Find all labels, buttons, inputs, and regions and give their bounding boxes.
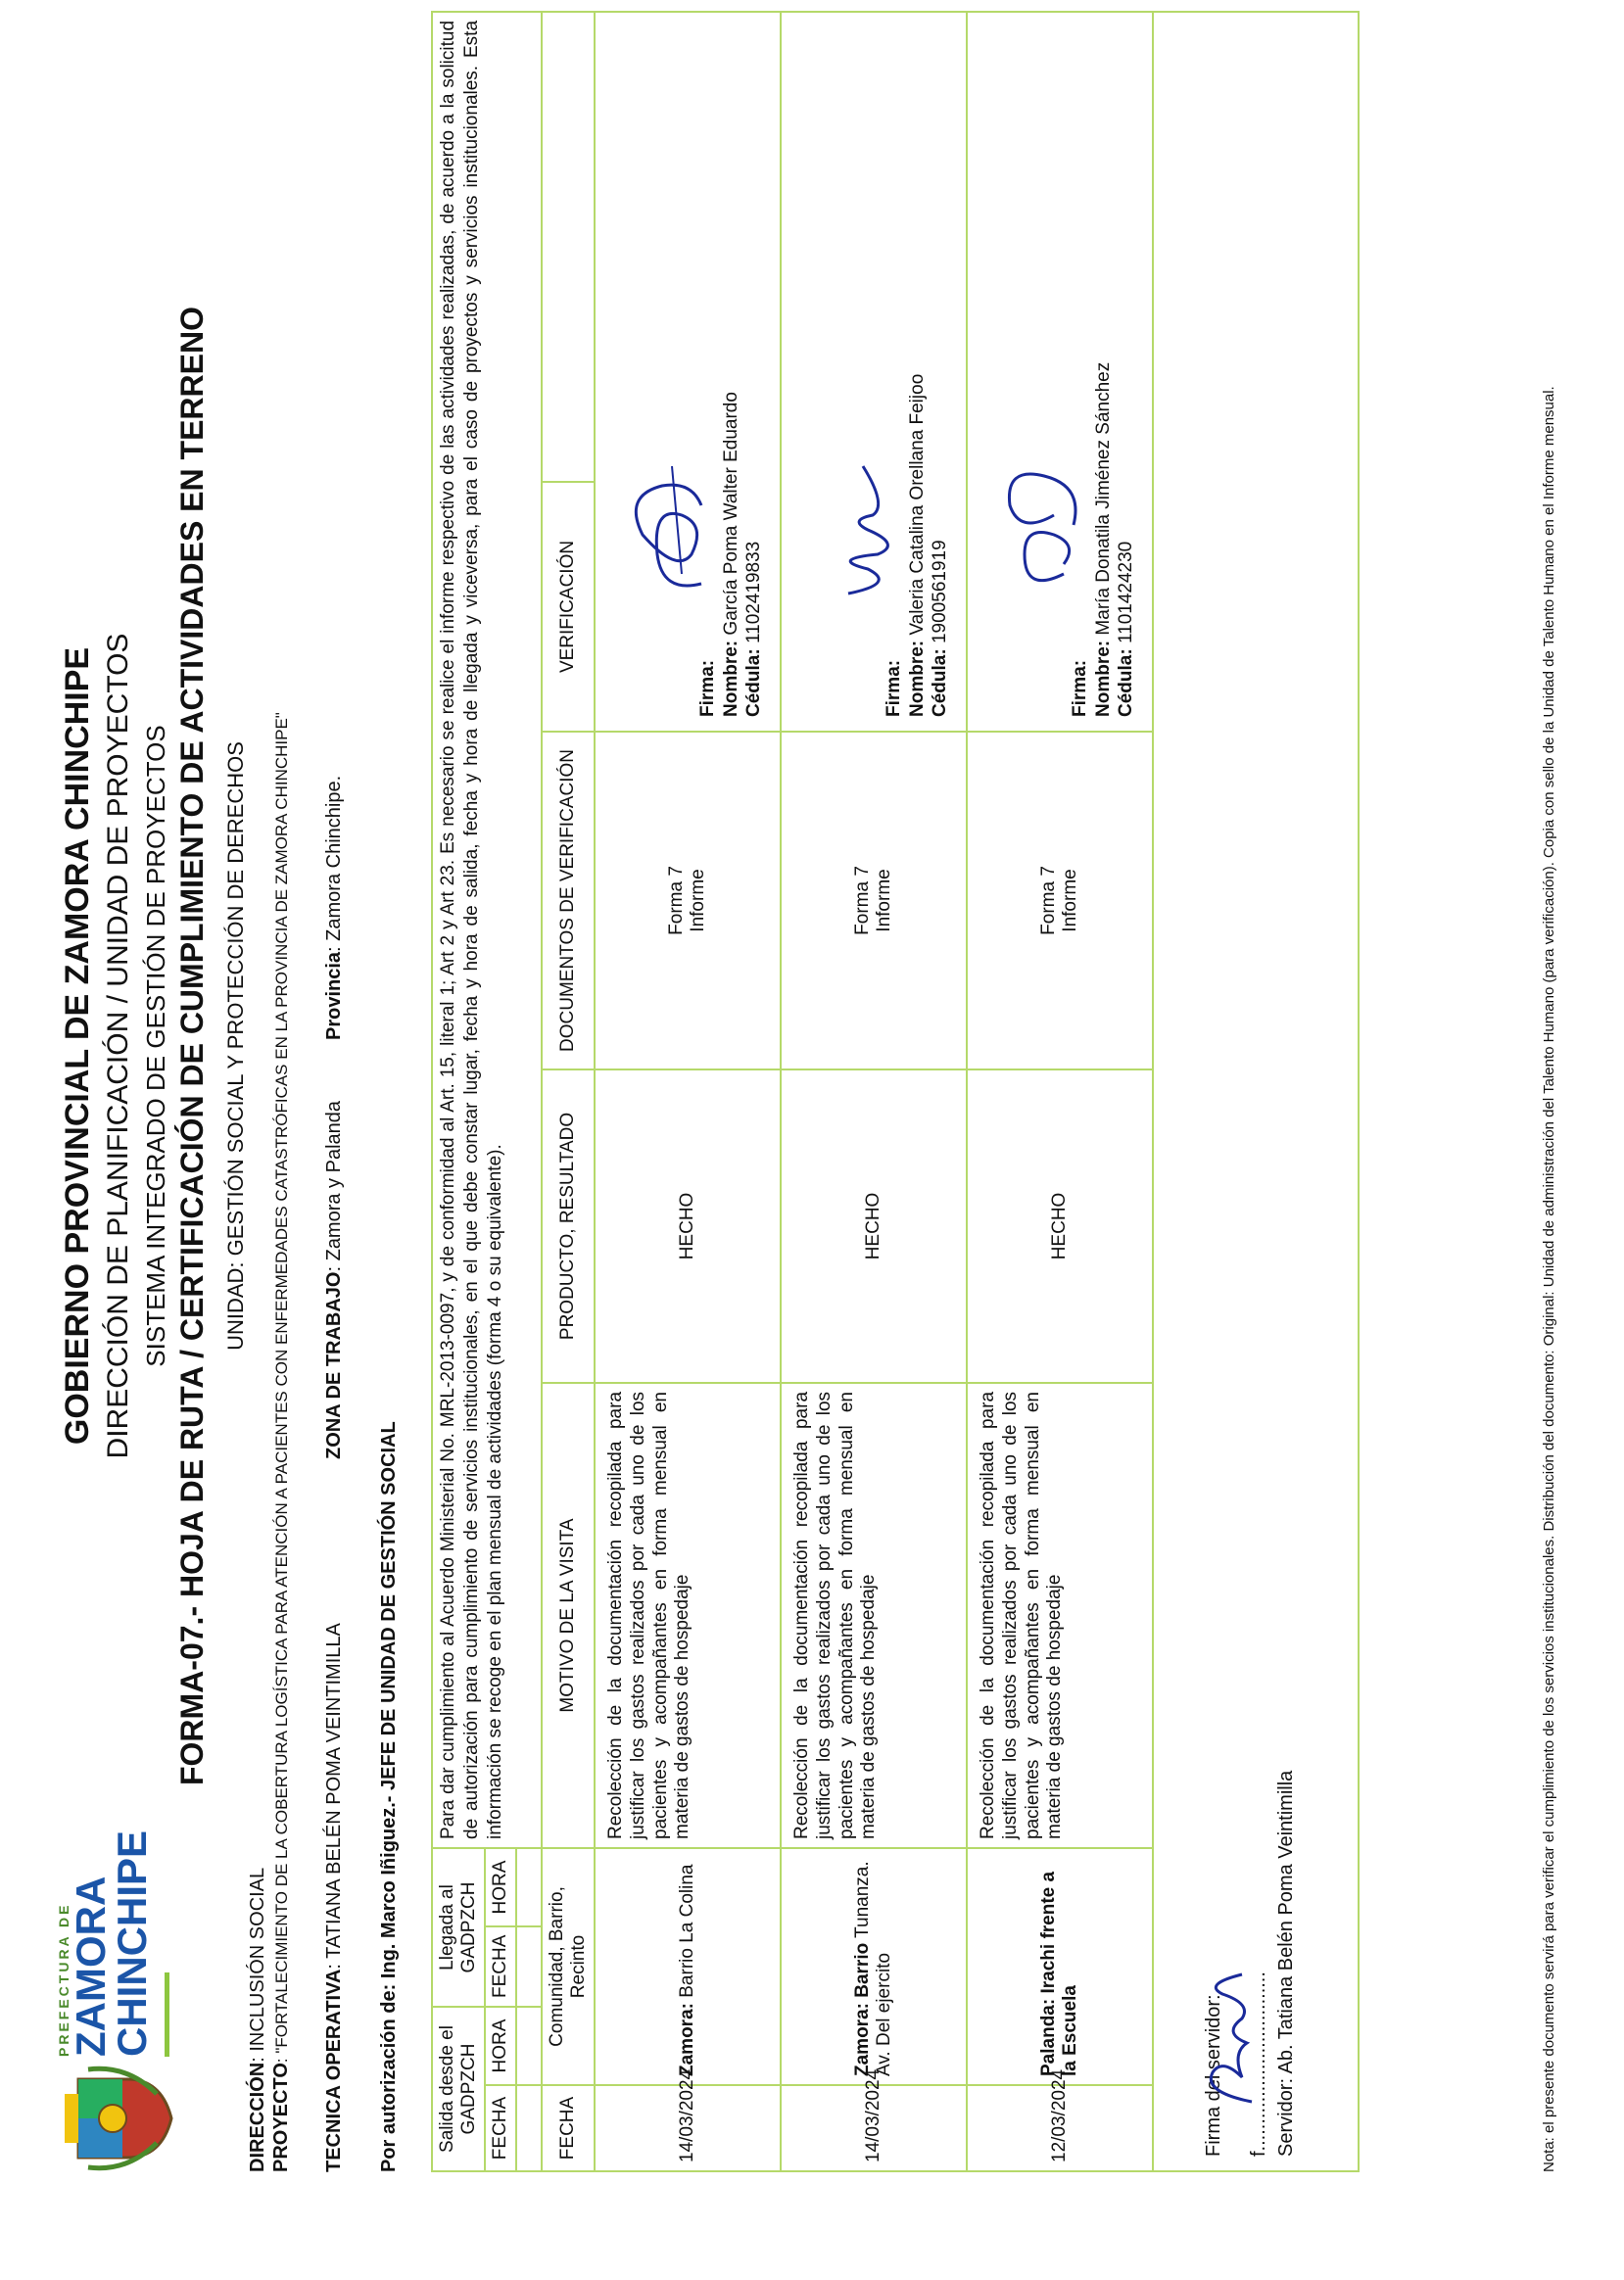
row-firma: Firma:	[696, 659, 718, 717]
table-row	[595, 12, 781, 2171]
proyecto-label: PROYECTO	[270, 2063, 292, 2172]
table-row	[781, 12, 967, 2171]
row-sig-text	[883, 374, 952, 717]
row-fecha: 14/03/2024	[781, 2085, 967, 2171]
llegada-hora-header: HORA	[485, 1848, 516, 1926]
row-nombre-label: Nombre:	[1092, 640, 1114, 717]
row-motivo: Recolección de la documentación recopilada para justificar los gastos realizados por cada uno de los pacientes y acompañantes en forma mensual en materia de gastos de hospedaje	[781, 1383, 967, 1848]
col-empty	[542, 12, 595, 482]
zona-line	[323, 1101, 346, 1459]
salida-header: Salida desde el GADPZCH	[432, 2007, 485, 2171]
row-cedula-value: 1900561919	[930, 540, 951, 649]
row-documentos	[595, 732, 781, 1069]
row-motivo: Recolección de la documentación recopilada para justificar los gastos realizados por cada uno de los pacientes y acompañantes en forma mensual en materia de gastos de hospedaje	[595, 1383, 781, 1848]
row-producto: HECHO	[595, 1069, 781, 1383]
row-verificacion	[967, 12, 1153, 732]
row-nombre-value: Valeria Catalina Orellana Feijoo	[906, 373, 928, 641]
tecnica-label: TECNICA OPERATIVA	[323, 1969, 345, 2172]
provincia-line	[323, 776, 346, 1040]
row-doc-1: Forma 7	[666, 866, 687, 935]
row-doc-2: Informe	[688, 869, 708, 932]
row-cedula	[929, 374, 952, 717]
direccion-value: : INCLUSIÓN SOCIAL	[247, 1867, 268, 2063]
row-lugar-value: Barrio La Colina	[677, 1864, 697, 2004]
form-title: FORMA-07.- HOJA DE RUTA / CERTIFICACIÓN DE CUMPLIMIENTO DE ACTIVIDADES EN TERRENO	[174, 307, 210, 1785]
row-cedula	[742, 392, 766, 717]
row-doc-1: Forma 7	[1038, 866, 1059, 935]
llegada-hora-cell	[516, 1848, 542, 1926]
salida-fecha-cell	[516, 2085, 542, 2171]
row-motivo: Recolección de la documentación recopilada para justificar los gastos realizados por cada uno de los pacientes y acompañantes en forma mensual en materia de gastos de hospedaje	[967, 1383, 1153, 1848]
row-fecha: 12/03/2024	[967, 2085, 1153, 2171]
col-documentos: DOCUMENTOS DE VERIFICACIÓN	[542, 732, 595, 1069]
route-table	[431, 11, 1360, 2172]
salida-hora-cell	[516, 2007, 542, 2085]
llegada-fecha-header: FECHA	[485, 1926, 516, 2007]
row-producto: HECHO	[781, 1069, 967, 1383]
logo-bar	[165, 1972, 169, 2057]
row-doc-2: Informe	[874, 869, 894, 932]
row-doc-1: Forma 7	[852, 866, 873, 935]
row-documentos	[967, 732, 1153, 1069]
table-row	[967, 12, 1153, 2171]
firma-line: f.................................	[1248, 1971, 1269, 2157]
zona-label: ZONA DE TRABAJO	[323, 1271, 345, 1459]
direccion-line	[247, 1868, 269, 2172]
salida-hora-header: HORA	[485, 2007, 516, 2085]
col-producto: PRODUCTO, RESULTADO	[542, 1069, 595, 1383]
row-nombre-value: María Donatila Jiménez Sánchez	[1092, 361, 1114, 641]
row-verificacion	[595, 12, 781, 732]
tecnica-line	[323, 1623, 346, 2172]
autorizacion-line: Por autorización de: Ing. Marco Iñiguez.- JEFE DE UNIDAD DE GESTIÓN SOCIAL	[378, 1421, 400, 2172]
row-documentos	[781, 732, 967, 1069]
header-line-1: GOBIERNO PROVINCIAL DE ZAMORA CHINCHIPE	[59, 646, 96, 1446]
zona-value: : Zamora y Palanda	[323, 1100, 345, 1272]
row-sig-text	[1069, 362, 1138, 717]
proyecto-value: : "FORTALECIMIENTO DE LA COBERTURA LOGÍSTICA PARA ATENCIÓN A PACIENTES CON ENFERMEDADES CATASTRÓFICAS EN LA PROVINCIA DE ZAMORA CHINCHIPE"	[272, 712, 291, 2064]
salida-fecha-header: FECHA	[485, 2085, 516, 2171]
row-nombre-label: Nombre:	[906, 640, 928, 717]
col-comunidad: Comunidad, Barrio, Recinto	[542, 1848, 595, 2085]
row-lugar	[595, 1848, 781, 2085]
col-verificacion: VERIFICACIÓN	[542, 482, 595, 732]
footer-row	[1153, 12, 1359, 2171]
row-fecha: 14/03/2024	[595, 2085, 781, 2171]
llegada-header: Llegada al GADPZCH	[432, 1848, 485, 2007]
row-verificacion	[781, 12, 967, 732]
row-cedula	[1115, 362, 1138, 717]
row-lugar-label: Zamora:	[677, 2003, 697, 2076]
row-lugar-label: Zamora: Barrio	[852, 1942, 873, 2076]
firma-servidor-label: Firma del servidor:	[1203, 1994, 1224, 2157]
row-producto: HECHO	[967, 1069, 1153, 1383]
footer-cell	[1153, 12, 1359, 2171]
direccion-label: DIRECCIÓN	[247, 2062, 268, 2172]
logo-small: PREFECTURA DE	[56, 1902, 72, 2057]
provincia-label: Provincia	[323, 951, 345, 1040]
row-cedula-label: Cédula:	[930, 648, 951, 717]
row-nombre	[720, 392, 743, 717]
row-doc-2: Informe	[1060, 869, 1080, 932]
row-nombre	[906, 374, 930, 717]
row-lugar	[781, 1848, 967, 2085]
servidor-name: Servidor: Ab. Tatiana Belén Poma Veintimilla	[1275, 1770, 1297, 2157]
proyecto-line	[270, 712, 293, 2172]
footnote: Nota: el presente documento servirá para verificar el cumplimiento de los servicios institucionales. Distribución del documento: Original: Unidad de administración del Talento Humano (para verificación). Copia con sello de la Unidad de Talento Humano en el Informe mensual.	[1541, 386, 1557, 2172]
tecnica-value: : TATIANA BELÉN POMA VEINTIMILLA	[323, 1623, 345, 1970]
row-cedula-label: Cédula:	[743, 648, 765, 717]
row-lugar-label: Palanda: Irachi frente a la Escuela	[1038, 1871, 1080, 2076]
header-line-2: DIRECCIÓN DE PLANIFICACIÓN / UNIDAD DE PROYECTOS	[102, 633, 134, 1459]
col-fecha: FECHA	[542, 2085, 595, 2171]
llegada-fecha-cell	[516, 1926, 542, 2007]
row-lugar	[967, 1848, 1153, 2085]
provincia-value: : Zamora Chinchipe.	[323, 775, 345, 952]
row-cedula-label: Cédula:	[1116, 648, 1137, 717]
row-nombre-value: García Poma Walter Eduardo	[720, 392, 741, 641]
col-motivo: MOTIVO DE LA VISITA	[542, 1383, 595, 1848]
row-lugar-value: Tunanza. Av. Del ejercito	[852, 1861, 894, 2076]
row-cedula-value: 1101424230	[1116, 541, 1137, 649]
header-line-3: SISTEMA INTEGRADO DE GESTIÓN DE PROYECTOS	[141, 725, 170, 1367]
row-nombre	[1092, 362, 1116, 717]
row-cedula-value: 1102419833	[743, 541, 765, 649]
row-firma: Firma:	[883, 659, 904, 717]
row-firma: Firma:	[1069, 659, 1090, 717]
row-sig-text	[696, 392, 766, 717]
notice-text: Para dar cumplimiento al Acuerdo Ministerial No. MRL-2013-0097, y de conformidad al Art. 15, literal 1; Art 2 y Art 23. Es necesario se realice el informe respectivo de las actividades realizadas, de acuerdo a la solicitud de autorización para cumplimiento de servicios institucionales, en el que debe constar lugar, fecha y hora de salida, fecha y hora de llegada y viceversa, para el caso de proyectos y servicios institucionales. Esta información se recoge en el plan mensual de actividades (forma 4 o su equivalente).	[432, 12, 542, 1848]
logo-chinchipe: CHINCHIPE	[109, 1829, 155, 2057]
coat-of-arms-icon	[59, 2065, 176, 2172]
logo-zamora: ZAMORA	[68, 1876, 114, 2057]
row-nombre-label: Nombre:	[720, 640, 741, 717]
unit-line: UNIDAD: GESTIÓN SOCIAL Y PROTECCIÓN DE DERECHOS	[223, 741, 248, 1351]
